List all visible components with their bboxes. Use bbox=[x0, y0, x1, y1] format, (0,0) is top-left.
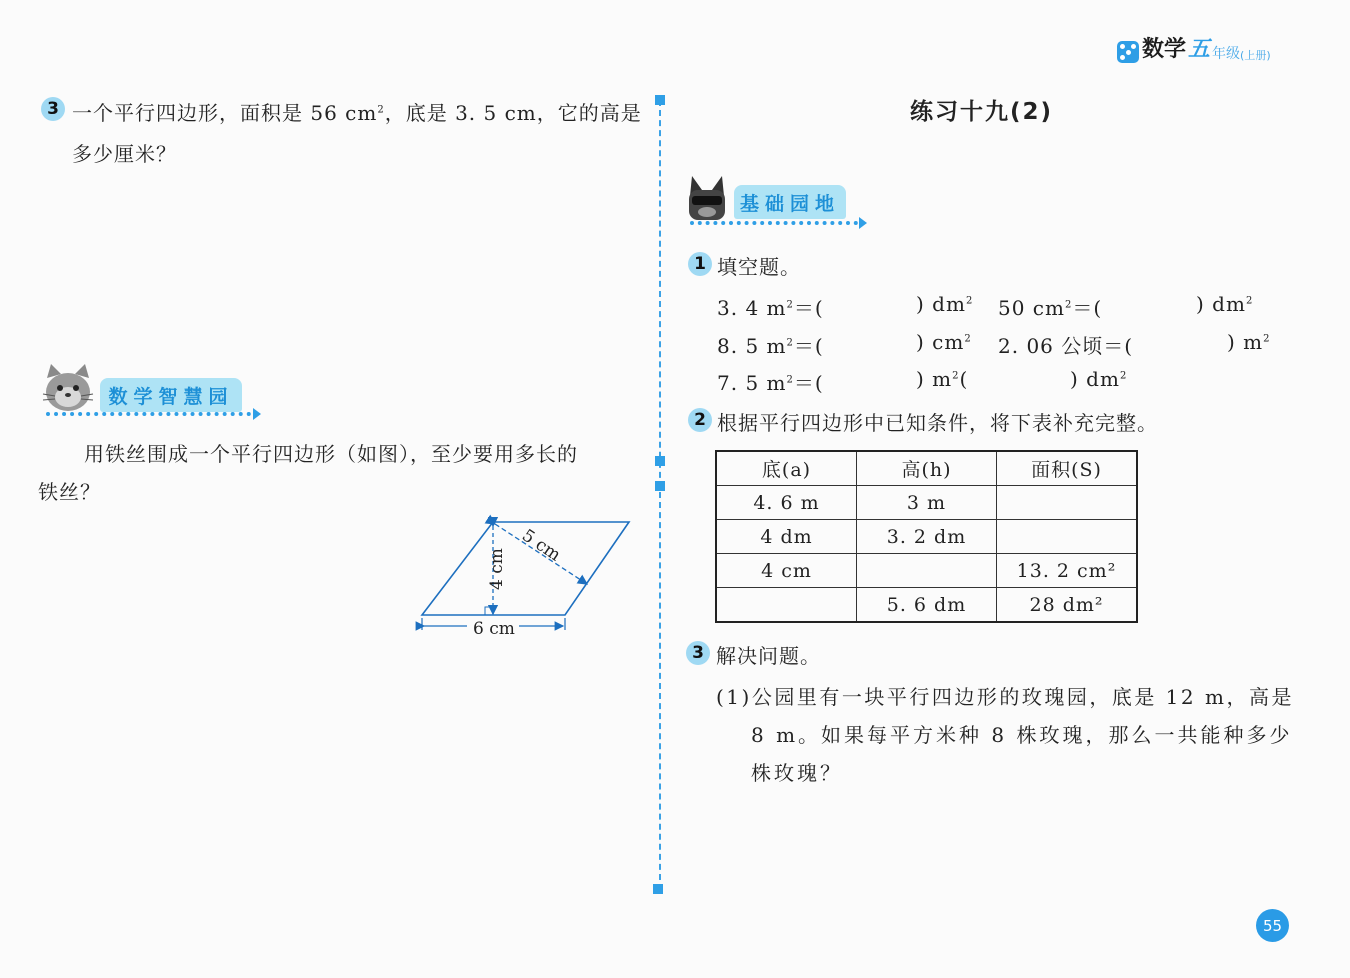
bunny-mascot-icon bbox=[686, 176, 728, 222]
wisdom-line1: 用铁丝围成一个平行四边形（如图），至少要用多长的 bbox=[84, 442, 578, 466]
section-tag-basics: 基础园地 bbox=[734, 185, 846, 219]
table-row bbox=[716, 486, 1137, 520]
fill-row-3-a-unit: ) $m^2$( bbox=[916, 367, 969, 391]
fill-row-2-b: 2. 06 公顷＝( bbox=[998, 334, 1134, 358]
fill-row-2-a: 8. 5 $m^2=$( bbox=[717, 334, 824, 358]
brand-dice-icon bbox=[1117, 41, 1139, 63]
brand-grade-label: 年级 bbox=[1212, 46, 1241, 62]
question-2-badge: 2 bbox=[688, 408, 712, 432]
table-cell: 13. 2 cm² bbox=[997, 554, 1138, 588]
page-title: 练习十九(2) bbox=[910, 99, 1054, 125]
table-header-cell: 高(h) bbox=[857, 451, 997, 486]
fill-row-2-b-unit: ) $m^2$ bbox=[1227, 330, 1271, 354]
table-cell: 4 cm bbox=[716, 554, 857, 588]
section-tag-wisdom: 数学智慧园 bbox=[100, 378, 242, 412]
question-3-line2: 多少厘米？ bbox=[72, 142, 177, 166]
fill-row-2-a-unit: ) $cm^2$ bbox=[916, 330, 972, 354]
table-cell: 3. 2 dm bbox=[857, 520, 997, 554]
fill-row-1-a: 3. 4 $m^2=$( bbox=[717, 296, 824, 320]
table-row bbox=[716, 520, 1137, 554]
table-cell: 28 dm² bbox=[997, 588, 1138, 623]
table-cell-blank[interactable] bbox=[997, 486, 1138, 520]
table-header-cell: 底(a) bbox=[716, 451, 857, 486]
table-row bbox=[716, 588, 1137, 623]
problem-line2: 8 m。如果每平方米种 8 株玫瑰，那么一共能种多少 bbox=[751, 723, 1293, 747]
table-cell: 4 dm bbox=[716, 520, 857, 554]
fill-row-3-b-unit: ) $dm^2$ bbox=[1070, 367, 1128, 391]
parallelogram-table bbox=[715, 450, 1138, 623]
parallelogram-figure bbox=[415, 510, 640, 645]
table-header-row bbox=[716, 451, 1137, 486]
divider-square bbox=[655, 481, 665, 491]
table-cell: 3 m bbox=[857, 486, 997, 520]
table-header-cell: 面积(S) bbox=[997, 451, 1138, 486]
table-cell-blank[interactable] bbox=[716, 588, 857, 623]
divider-square bbox=[653, 884, 663, 894]
question-1-title: 填空题。 bbox=[717, 255, 801, 279]
label-4cm: 4 cm bbox=[487, 548, 507, 590]
divider-square bbox=[655, 95, 665, 105]
table-cell: 4. 6 m bbox=[716, 486, 857, 520]
question-3-right-badge: 3 bbox=[686, 641, 710, 665]
wisdom-line2: 铁丝？ bbox=[38, 480, 101, 504]
page-number: 55 bbox=[1256, 909, 1289, 942]
table-cell: 5. 6 dm bbox=[857, 588, 997, 623]
question-2-title: 根据平行四边形中已知条件，将下表补充完整。 bbox=[717, 411, 1158, 435]
page-divider bbox=[659, 100, 661, 890]
divider-square bbox=[655, 456, 665, 466]
fill-row-1-b-unit: ) $dm^2$ bbox=[1196, 292, 1254, 316]
label-6cm: 6 cm bbox=[473, 619, 515, 639]
problem-line1: (1)公园里有一块平行四边形的玫瑰园，底是 12 m，高是 bbox=[716, 685, 1294, 709]
dotted-arrow-icon bbox=[859, 217, 867, 229]
cat-mascot-icon bbox=[39, 364, 97, 416]
label-5cm: 5 cm bbox=[518, 525, 565, 566]
question-3-right-title: 解决问题。 bbox=[716, 644, 821, 668]
table-cell-blank[interactable] bbox=[997, 520, 1138, 554]
problem-line3: 株玫瑰？ bbox=[751, 761, 843, 785]
section-dotted-line bbox=[690, 221, 858, 225]
question-1-badge: 1 bbox=[688, 252, 712, 276]
fill-row-1-b: 50 $cm^2=$( bbox=[998, 296, 1103, 320]
section-dotted-line bbox=[46, 412, 251, 416]
brand-volume: (上册) bbox=[1240, 49, 1271, 62]
question-3-line1: 一个平行四边形，面积是 56 $cm^2$，底是 3. 5 cm，它的高是 bbox=[72, 101, 642, 125]
header-brand bbox=[1117, 32, 1271, 63]
table-row bbox=[716, 554, 1137, 588]
fill-row-3-a: 7. 5 $m^2=$( bbox=[717, 371, 824, 395]
brand-grade: 五 bbox=[1188, 37, 1211, 62]
brand-subject: 数学 bbox=[1142, 37, 1187, 62]
dotted-arrow-icon bbox=[253, 408, 261, 420]
fill-row-1-a-unit: ) $dm^2$ bbox=[916, 292, 974, 316]
table-cell-blank[interactable] bbox=[857, 554, 997, 588]
question-3-badge: 3 bbox=[41, 97, 65, 121]
